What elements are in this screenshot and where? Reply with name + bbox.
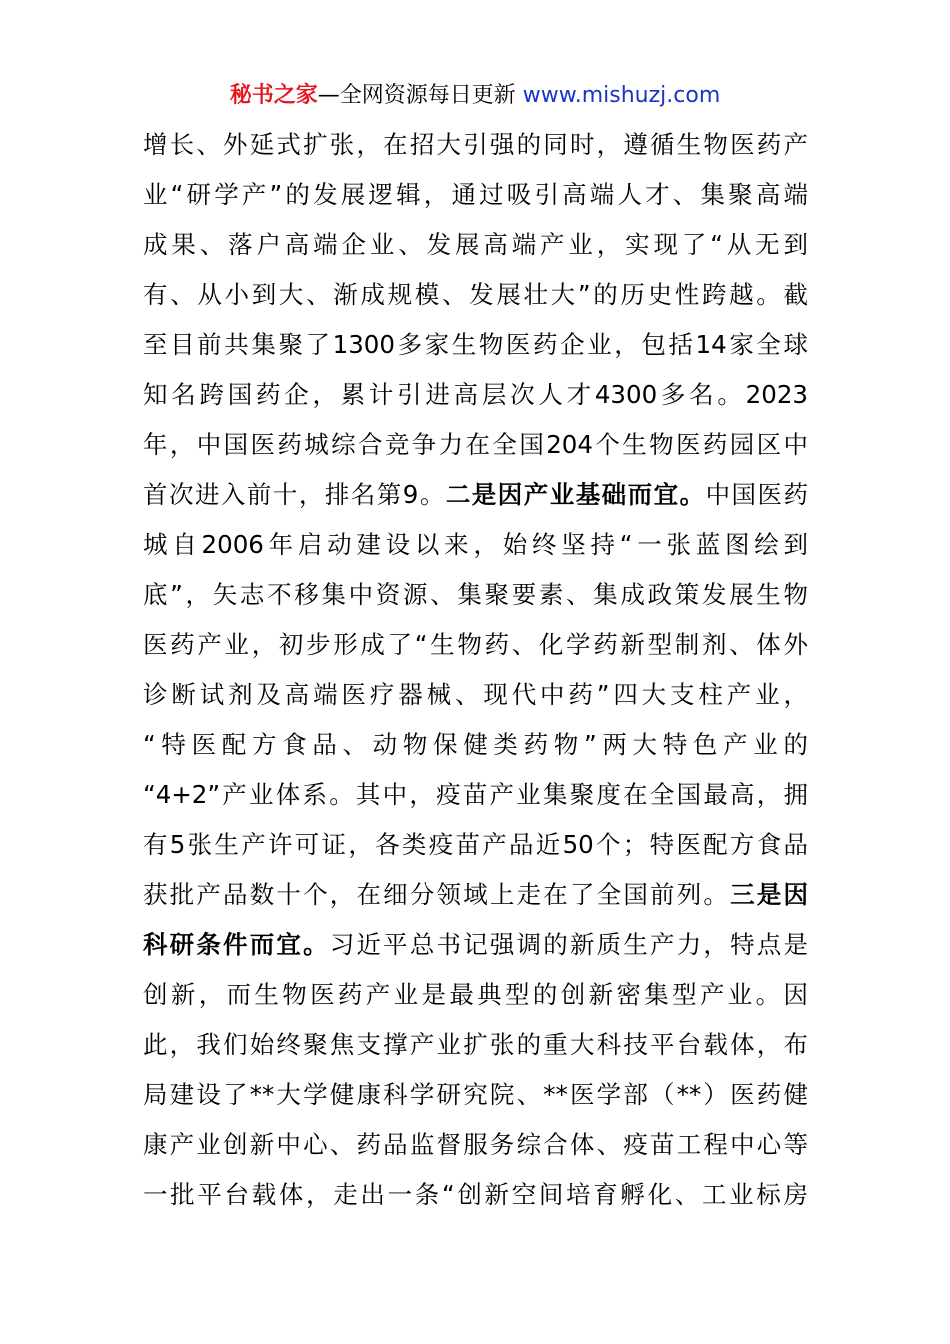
document-body xyxy=(143,120,808,1220)
header-tagline: —全网资源每日更新 xyxy=(317,83,523,108)
site-url[interactable]: www.mishuzj.com xyxy=(522,83,721,108)
text-line: 年，中国医药城综合竞争力在全国204个生物医药园区中 xyxy=(143,430,808,459)
text-line: 成果、落户高端企业、发展高端产业，实现了“从无到 xyxy=(143,230,808,259)
text-line: “特医配方食品、动物保健类药物”两大特色产业的 xyxy=(143,730,808,759)
text-line: 创新，而生物医药产业是最典型的创新密集型产业。因 xyxy=(143,980,808,1009)
section-heading-2: 二是因产业基础而宜。 xyxy=(445,480,706,509)
text-segment: 习近平总书记强调的新质生产力，特点是 xyxy=(329,930,808,959)
text-line: 局建设了**大学健康科学研究院、**医学部（**）医药健 xyxy=(143,1080,808,1109)
text-line: 诊断试剂及高端医疗器械、现代中药”四大支柱产业， xyxy=(143,680,808,709)
text-line: “4+2”产业体系。其中，疫苗产业集聚度在全国最高，拥 xyxy=(143,780,808,809)
text-segment: 首次进入前十，排名第9。 xyxy=(143,480,446,509)
section-heading-3-start: 三是因 xyxy=(730,880,808,909)
text-line: 此，我们始终聚焦支撑产业扩张的重大科技平台载体，布 xyxy=(143,1030,808,1059)
text-segment: 获批产品数十个，在细分领域上走在了全国前列。 xyxy=(143,880,731,909)
text-line: 城自2006年启动建设以来，始终坚持“一张蓝图绘到 xyxy=(143,530,808,559)
text-segment: 中国医药 xyxy=(705,480,808,509)
text-line: 一批平台载体，走出一条“创新空间培育孵化、工业标房 xyxy=(143,1180,808,1209)
text-line: 知名跨国药企，累计引进高层次人才4300多名。2023 xyxy=(143,380,808,409)
text-line: 有、从小到大、渐成规模、发展壮大”的历史性跨越。截 xyxy=(143,280,808,309)
text-line: 医药产业，初步形成了“生物药、化学药新型制剂、体外 xyxy=(143,630,808,659)
text-line: 业“研学产”的发展逻辑，通过吸引高端人才、集聚高端 xyxy=(143,180,808,209)
text-line-mixed xyxy=(143,870,808,920)
section-heading-3-end: 科研条件而宜。 xyxy=(143,930,330,959)
text-line: 增长、外延式扩张，在招大引强的同时，遵循生物医药产 xyxy=(143,130,808,159)
site-header xyxy=(0,80,950,112)
text-line: 底”，矢志不移集中资源、集聚要素、集成政策发展生物 xyxy=(143,580,808,609)
text-line: 康产业创新中心、药品监督服务综合体、疫苗工程中心等 xyxy=(143,1130,808,1159)
brand-name: 秘书之家 xyxy=(229,83,318,108)
text-line-mixed xyxy=(143,920,808,970)
text-line: 有5张生产许可证，各类疫苗产品近50个；特医配方食品 xyxy=(143,830,808,859)
text-line: 至目前共集聚了1300多家生物医药企业，包括14家全球 xyxy=(143,330,808,359)
text-line-mixed xyxy=(143,470,808,520)
